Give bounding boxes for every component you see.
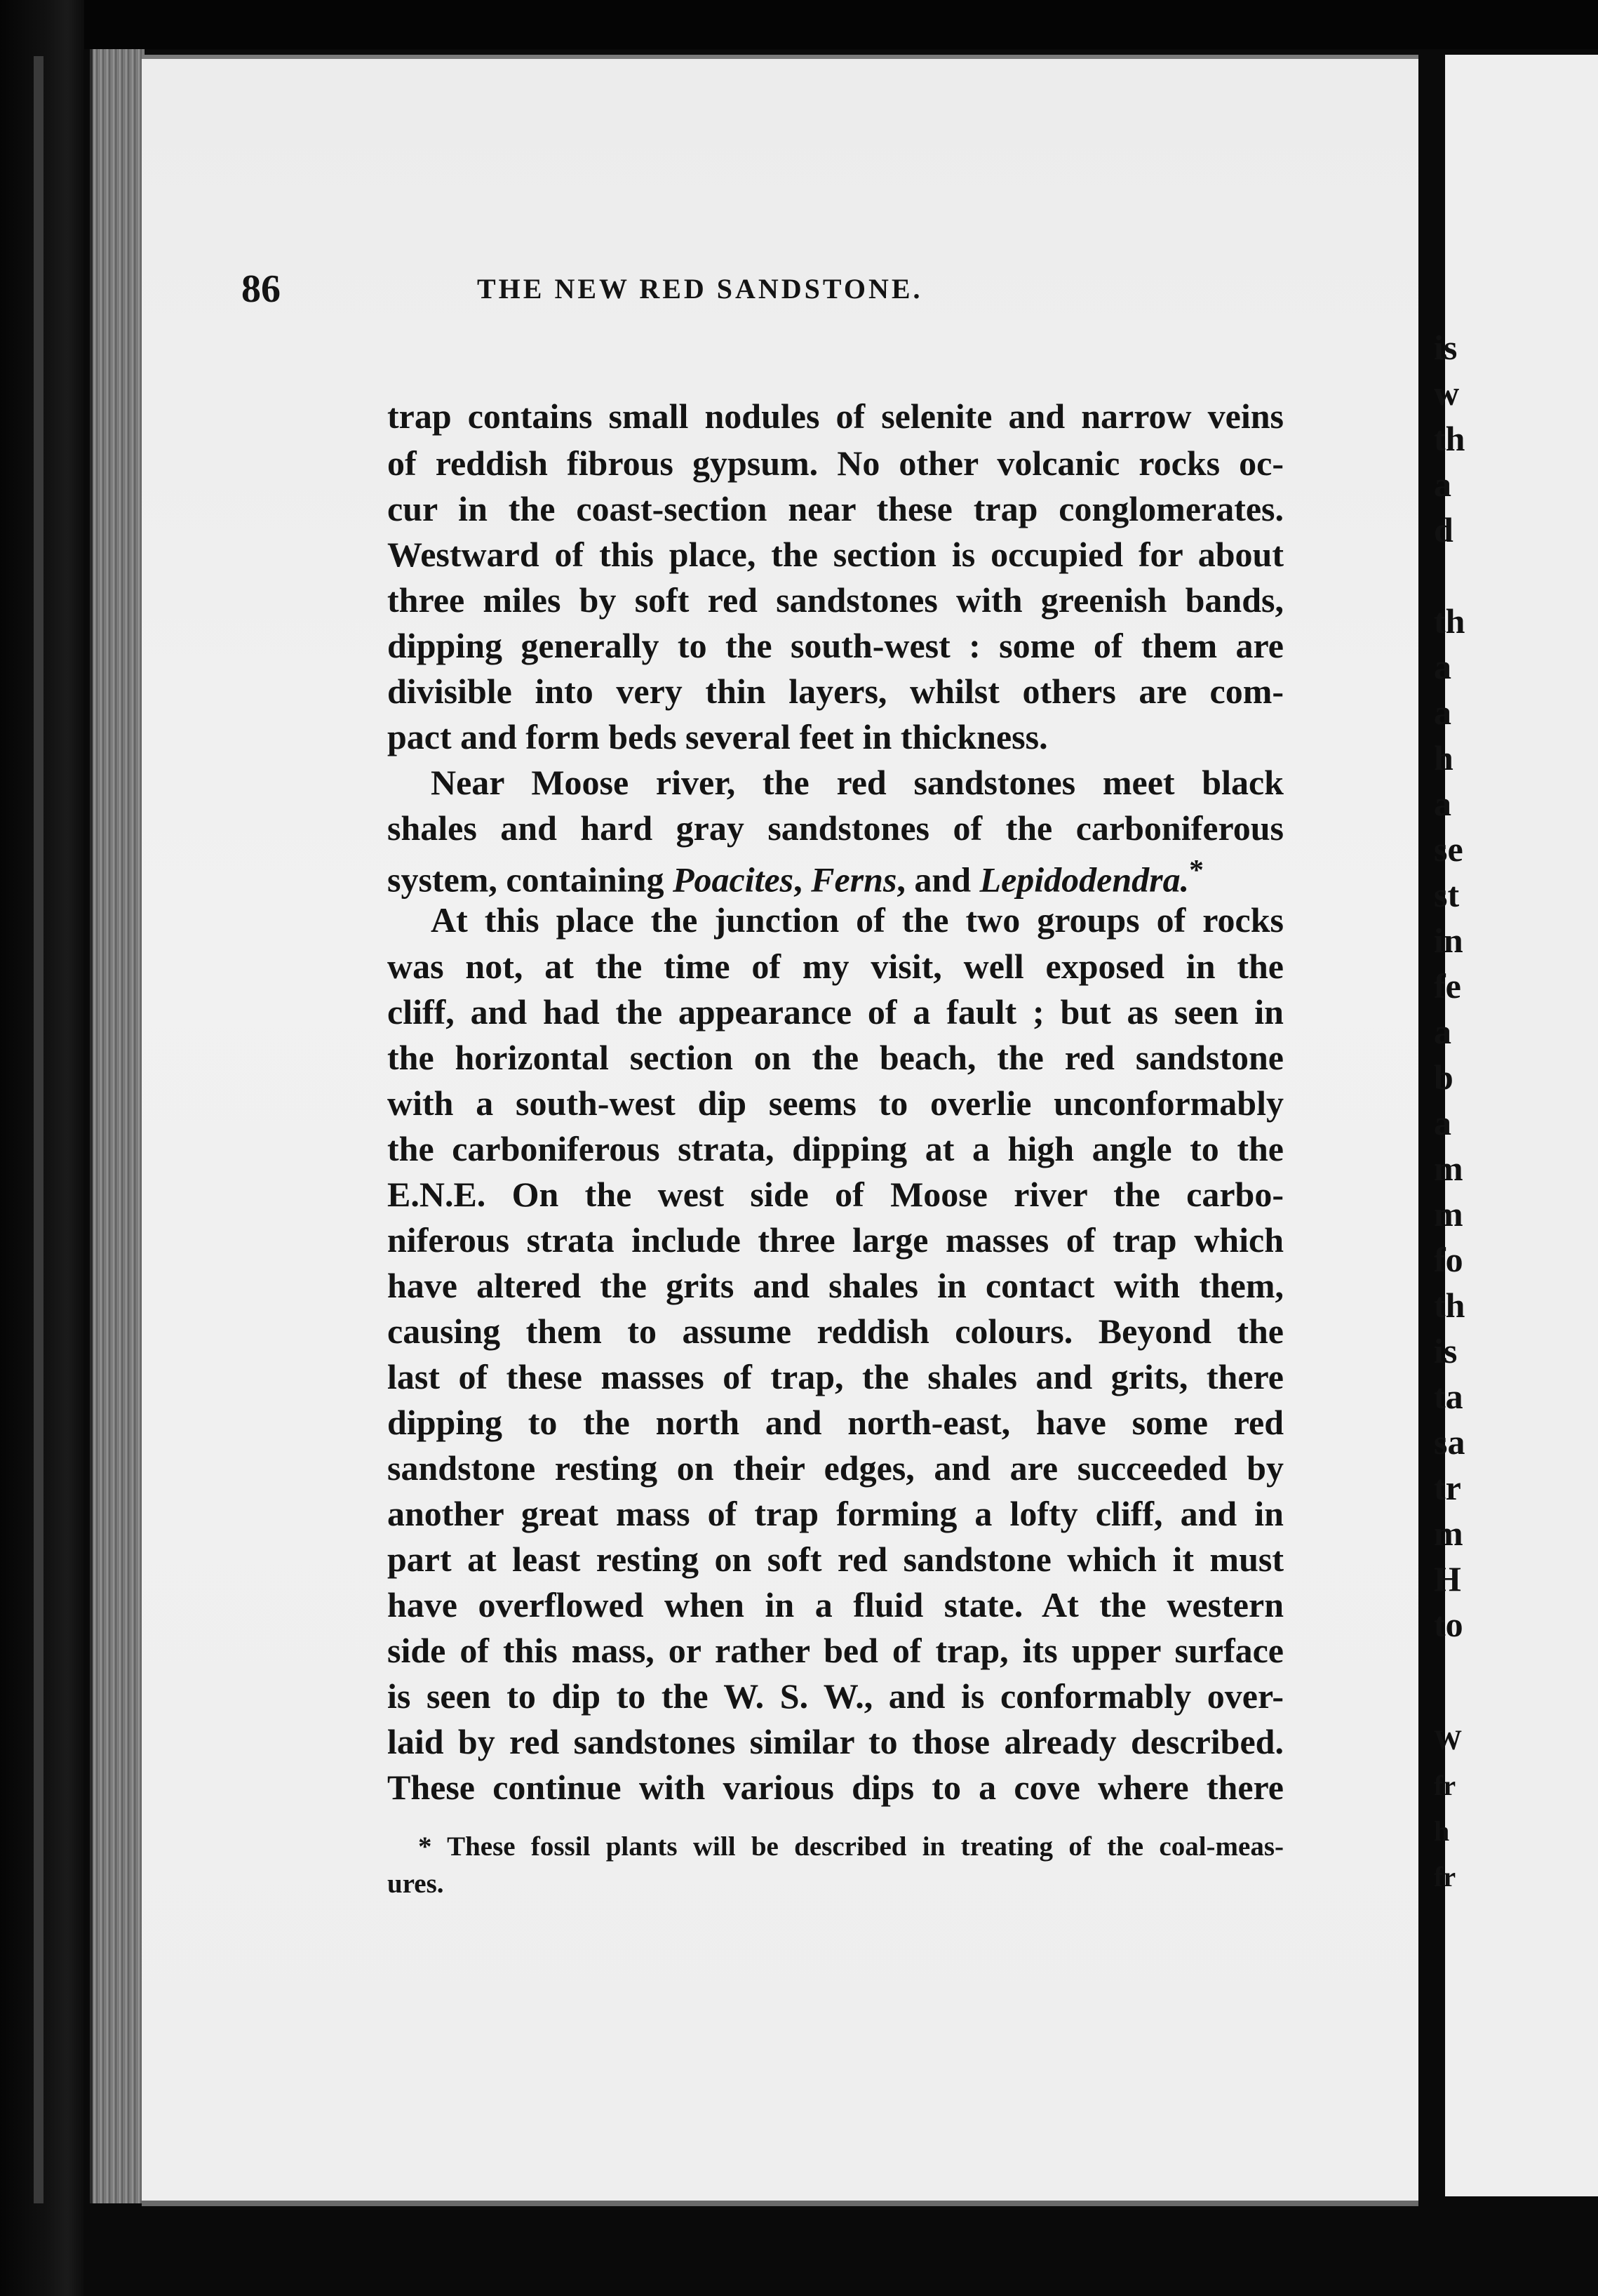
text-line: E.N.E. On the west side of Moose river the carbo-: [387, 1175, 1284, 1214]
italic-term: Lepidodendra.: [979, 860, 1190, 900]
facing-page-fragment: H: [1434, 1559, 1461, 1598]
facing-page-fragment: to: [1434, 1605, 1463, 1644]
italic-term: Ferns: [811, 860, 897, 900]
text-line: was not, at the time of my visit, well exposed in the: [387, 947, 1284, 986]
facing-page-fragment: se: [1434, 829, 1463, 869]
text-line: niferous strata include three large masses of trap which: [387, 1220, 1284, 1260]
facing-page-fragment: a: [1434, 693, 1451, 732]
facing-page-fragment: a: [1434, 1012, 1451, 1051]
text-line: causing them to assume reddish colours. Beyond the: [387, 1311, 1284, 1351]
facing-page-fragment: th: [1434, 601, 1465, 641]
text-line: have overflowed when in a fluid state. At the western: [387, 1585, 1284, 1624]
text-line: pact and form beds several feet in thickness.: [387, 717, 1048, 756]
italic-term: Poacites: [672, 860, 794, 900]
facing-page-fragment: sa: [1434, 1422, 1465, 1462]
facing-page-fragment: a: [1434, 1103, 1451, 1142]
text-span: , and: [897, 860, 980, 900]
paragraph-first-line: At this place the junction of the two groups of rocks: [431, 900, 1284, 940]
facing-page-fragment: h: [1434, 738, 1453, 777]
facing-page-fragment: b: [1434, 1057, 1453, 1097]
facing-page-fragment: fr: [1434, 1770, 1456, 1801]
facing-page-fragment: st: [1434, 875, 1460, 914]
facing-page-fragment: W: [1434, 1724, 1462, 1756]
text-line: the horizontal section on the beach, the red sandstone: [387, 1038, 1284, 1077]
text-line: part at least resting on soft red sandstone which it must: [387, 1540, 1284, 1579]
facing-page-fragment: a: [1434, 647, 1451, 686]
facing-page-fragment: th: [1434, 1286, 1465, 1325]
facing-page-fragment: m: [1434, 1149, 1463, 1188]
text-line: divisible into very thin layers, whilst others are com-: [387, 672, 1284, 711]
facing-page-fragment: m: [1434, 1514, 1463, 1553]
text-line: cliff, and had the appearance of a fault ; but as seen in: [387, 992, 1284, 1032]
text-line: is seen to dip to the W. S. W., and is conformably over-: [387, 1676, 1284, 1716]
footnote-marker: *: [1189, 854, 1204, 886]
facing-page-fragment: th: [1434, 419, 1465, 458]
running-head: THE NEW RED SANDSTONE.: [477, 273, 923, 305]
text-line: laid by red sandstones similar to those already described.: [387, 1722, 1284, 1761]
text-line: These continue with various dips to a cove where there: [387, 1768, 1284, 1807]
text-line: last of these masses of trap, the shales and grits, there: [387, 1357, 1284, 1396]
binding-strip: [34, 56, 43, 2203]
footnote-line: ures.: [387, 1869, 444, 1899]
facing-page-fragment: ta: [1434, 1377, 1463, 1416]
facing-page-fragment: d: [1434, 510, 1453, 549]
text-line: dipping generally to the south-west : some of them are: [387, 626, 1284, 665]
text-line: Westward of this place, the section is occupied for about: [387, 535, 1284, 574]
page-edges: [90, 49, 145, 2203]
facing-page-fragment: a: [1434, 465, 1451, 504]
page-number: 86: [241, 267, 281, 311]
facing-page-fragment: is: [1434, 328, 1458, 367]
text-line: cur in the coast-section near these trap conglomerates.: [387, 489, 1284, 528]
facing-page-fragment: a: [1434, 784, 1451, 823]
text-line: with a south-west dip seems to overlie unconformably: [387, 1083, 1284, 1123]
text-line-with-italics: [387, 854, 1284, 900]
scan-frame-top: [0, 0, 1598, 49]
facing-page-fragment: in: [1434, 921, 1463, 960]
facing-page-fragment: fe: [1434, 966, 1461, 1006]
facing-page-fragment: is: [1434, 1331, 1458, 1370]
text-line: shales and hard gray sandstones of the carboniferous: [387, 808, 1284, 848]
text-span: ,: [793, 860, 812, 900]
text-line: have altered the grits and shales in contact with them,: [387, 1266, 1284, 1305]
facing-page: [1434, 55, 1598, 2196]
facing-page-fragment: tr: [1434, 1468, 1461, 1507]
facing-page-fragment: m: [1434, 1194, 1463, 1234]
text-line: three miles by soft red sandstones with greenish bands,: [387, 580, 1284, 620]
facing-page-fragment: h: [1434, 1815, 1450, 1847]
text-line: of reddish fibrous gypsum. No other volcanic rocks oc-: [387, 443, 1284, 483]
facing-page-fragment: fo: [1434, 1240, 1463, 1279]
text-line: trap contains small nodules of selenite and narrow veins: [387, 396, 1284, 436]
text-line: the carboniferous strata, dipping at a high angle to the: [387, 1129, 1284, 1168]
facing-page-fragment: w: [1434, 373, 1460, 413]
text-line: side of this mass, or rather bed of trap, its upper surface: [387, 1631, 1284, 1670]
text-line: another great mass of trap forming a lofty cliff, and in: [387, 1494, 1284, 1533]
footnote-line: * These fossil plants will be described in treating of the coal-meas-: [418, 1831, 1284, 1862]
text-line: sandstone resting on their edges, and are succeeded by: [387, 1448, 1284, 1488]
text-span: system, containing: [387, 860, 664, 900]
paragraph-first-line: Near Moose river, the red sandstones meet black: [431, 763, 1284, 802]
text-line: dipping to the north and north-east, have some red: [387, 1403, 1284, 1442]
facing-page-fragment: fr: [1434, 1861, 1456, 1893]
